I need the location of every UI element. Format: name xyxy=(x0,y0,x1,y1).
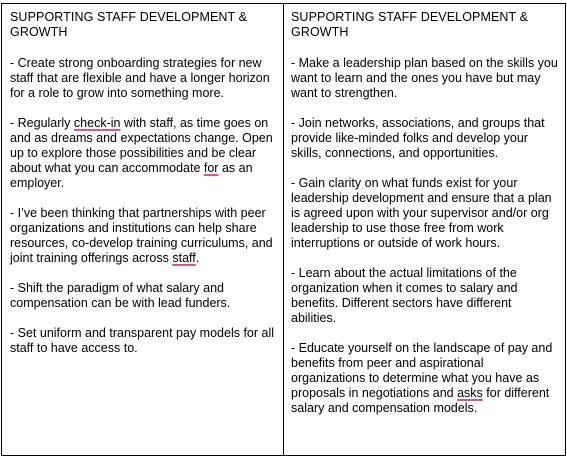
list-item xyxy=(291,341,559,416)
list-item xyxy=(10,281,277,311)
list-item xyxy=(291,56,559,101)
item-text: with staff, as time goes on and as dreams and expectations change. Open up to explore those possibilities and be clear about what you can accommodate xyxy=(10,116,273,175)
spellcheck-flagged-word[interactable]: check-in xyxy=(73,116,121,130)
spellcheck-flagged-word[interactable]: asks xyxy=(457,386,483,400)
list-item xyxy=(10,56,277,101)
list-item xyxy=(291,266,559,326)
item-text: - I’ve been thinking that partnerships with peer organizations and institutions can help share resources, co-develop training curriculums, and joint training offerings across xyxy=(10,206,273,265)
item-text: - Learn about the actual limitations of the organization when it comes to salary and benefits. Different sectors have different abilities. xyxy=(291,266,518,325)
item-text: for different salary and compensation models. xyxy=(291,386,550,415)
list-item xyxy=(10,206,277,266)
item-text: - Create strong onboarding strategies for new staff that are flexible and have a longer horizon for a role to grow into something more. xyxy=(10,56,270,100)
item-text: - Shift the paradigm of what salary and compensation can be with lead funders. xyxy=(10,281,231,310)
item-text: - Gain clarity on what funds exist for your leadership development and ensure that a plan is agreed upon with your supervisor and/or org leadership to use those free from work interruptions or outside of work hours. xyxy=(291,176,552,250)
right-column xyxy=(284,4,565,455)
list-item xyxy=(10,326,277,356)
item-text: . xyxy=(195,251,200,265)
item-text: - Set uniform and transparent pay models for all staff to have access to. xyxy=(10,326,275,355)
list-item xyxy=(10,116,277,191)
item-text: - Join networks, associations, and groups that provide like-minded folks and develop your skills, connections, and opportunities. xyxy=(291,116,545,160)
right-column-heading: SUPPORTING STAFF DEVELOPMENT & GROWTH xyxy=(291,10,529,39)
list-item xyxy=(291,176,559,251)
item-text: - Make a leadership plan based on the skills you want to learn and the ones you have but may want to strengthen. xyxy=(291,56,558,100)
spellcheck-flagged-word[interactable]: staff xyxy=(172,251,196,265)
item-text: - Regularly xyxy=(10,116,74,130)
item-text: as an employer. xyxy=(10,161,253,190)
left-column-heading: SUPPORTING STAFF DEVELOPMENT & GROWTH xyxy=(10,10,248,39)
spellcheck-flagged-word[interactable]: for xyxy=(203,161,219,175)
left-column xyxy=(2,4,284,455)
list-item xyxy=(291,116,559,161)
document-table xyxy=(1,3,566,456)
item-text: - Educate yourself on the landscape of pay and benefits from peer and aspirational organizations to determine what you have as proposals in negotiations and xyxy=(291,341,553,400)
